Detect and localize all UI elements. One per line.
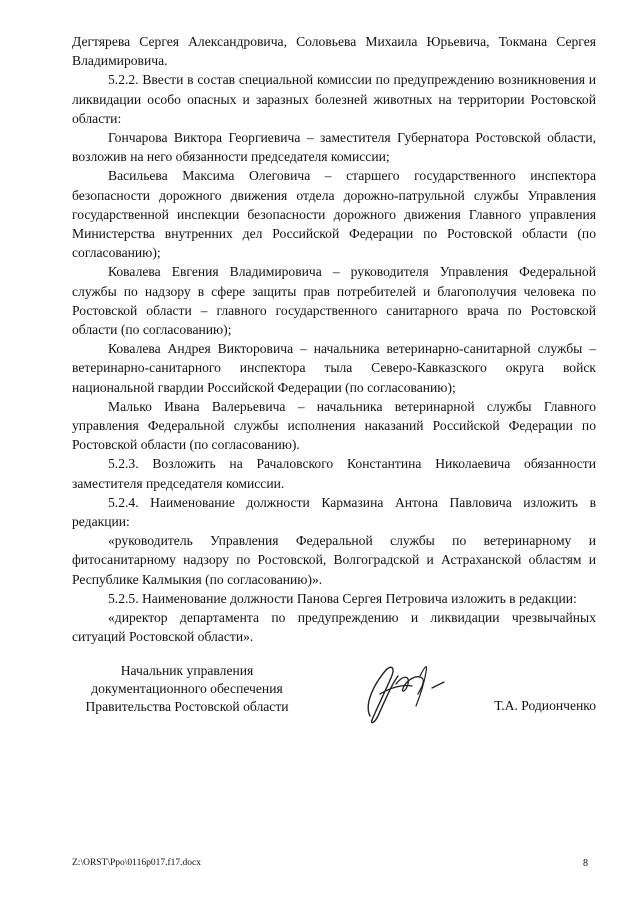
paragraph-10: «руководитель Управления Федеральной службы по ветеринарному и фитосанитарному надзору по Ростовской, Волгоградской и Астраханской областям и Республике Калмыкия (по согласованию)». bbox=[72, 533, 596, 587]
paragraph-1: Дегтярева Сергея Александровича, Соловьева Михаила Юрьевича, Токмана Сергея Владимировича. bbox=[72, 34, 596, 69]
document-body bbox=[72, 32, 596, 647]
position-line-1: Начальник управления bbox=[120, 663, 254, 678]
paragraph-7: Малько Ивана Валерьевича – начальника ветеринарной службы Главного управления Федеральной службы исполнения наказаний Российской Федерации по Ростовской области (по согласованию). bbox=[72, 398, 596, 453]
paragraph-8: 5.2.3. Возложить на Рачаловского Константина Николаевича обязанности заместителя председателя комиссии. bbox=[72, 456, 596, 491]
paragraph-4: Васильева Максима Олеговича – старшего государственного инспектора безопасности дорожного движения отдела дорожно-патрульной службы Управления государственной инспекции безопасности дорожного движения Главного управления Министерства внутренних дел Российской Федерации по Ростовской области (по согласованию); bbox=[72, 168, 596, 261]
paragraph-9: 5.2.4. Наименование должности Кармазина Антона Павловича изложить в редакции: bbox=[72, 494, 596, 530]
signatory-name: Т.А. Родионченко bbox=[494, 698, 596, 713]
position-line-3: Правительства Ростовской области bbox=[85, 699, 289, 714]
signatory-position bbox=[72, 662, 302, 716]
page-number: 8 bbox=[583, 858, 588, 869]
paragraph-6: Ковалева Андрея Викторовича – начальника ветеринарно-санитарной службы – ветеринарно-санитарного инспектора тыла Северо-Кавказского округа войск национальной гвардии Российской Федерации (по согласованию); bbox=[72, 341, 596, 395]
footer-file-path: Z:\ORST\Ppo\0116p017.f17.docx bbox=[72, 858, 201, 868]
signature-block bbox=[72, 662, 596, 732]
position-line-2: документационного обеспечения bbox=[91, 681, 283, 696]
paragraph-3: Гончарова Виктора Георгиевича – заместителя Губернатора Ростовской области, возложив на него обязанности председателя комиссии; bbox=[72, 130, 596, 165]
paragraph-5: Ковалева Евгения Владимировича – руководителя Управления Федеральной службы по надзору в сфере защиты прав потребителей и благополучия человека по Ростовской области – главного государственного санитарного врача по Ростовской области (по согласованию); bbox=[72, 264, 596, 338]
handwritten-signature-icon bbox=[340, 654, 460, 734]
paragraph-11: 5.2.5. Наименование должности Панова Сергея Петровича изложить в редакции: bbox=[108, 590, 577, 606]
paragraph-2: 5.2.2. Ввести в состав специальной комиссии по предупреждению возникновения и ликвидации особо опасных и заразных болезней животных на территории Ростовской области: bbox=[72, 72, 596, 126]
paragraph-12: «директор департамента по предупреждению и ликвидации чрезвычайных ситуаций Ростовской области». bbox=[72, 610, 596, 645]
